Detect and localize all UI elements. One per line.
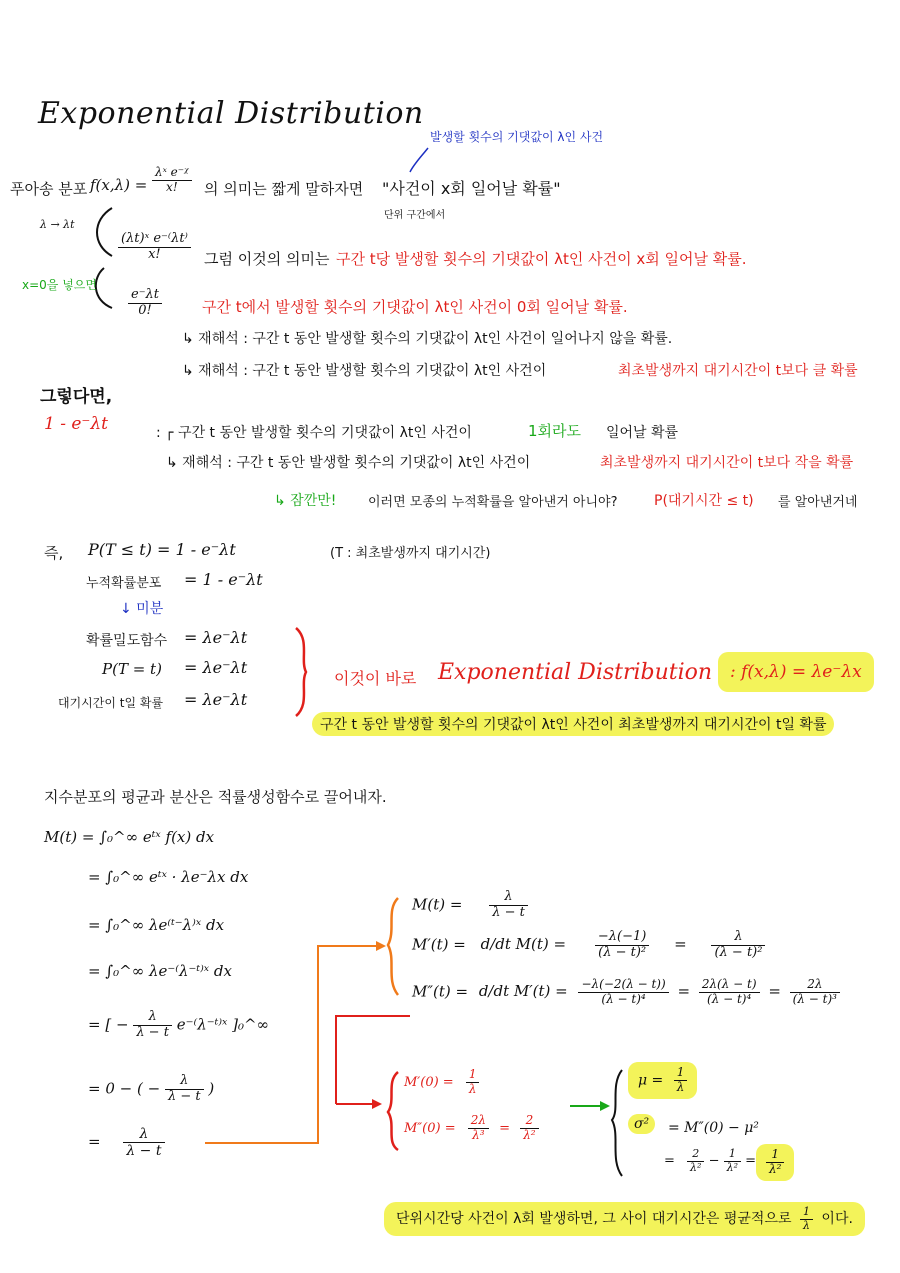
page-title: Exponential Distribution [38,96,424,131]
zero-reinterp-2-red: 최초발생까지 대기시간이 t보다 클 확률 [618,363,858,379]
cdf-note: (T : 최초발생까지 대기시간) [330,546,491,561]
result-var2 [664,1148,756,1174]
then-line1-pre: : ┌ 구간 t 동안 발생할 횟수의 기댓값이 λt인 사건이 [156,425,472,441]
deriv-m-num: λ [489,890,528,906]
mgf-l5-pre: = [ − [88,1015,129,1034]
deriv-m2-mden: (λ − t)⁴ [707,991,752,1006]
mgf-l6-num: λ [165,1074,204,1090]
deriv-m2-mnum: 2λ(λ − t) [699,978,760,993]
poisson-quote: "사건이 x회 일어날 확률" [382,179,561,198]
deriv-m-label: M(t) = [412,895,463,914]
at0-m0-den: λ [468,1081,477,1096]
zero-reinterp-2-pre: ↳ 재해석 : 구간 t 동안 발생할 횟수의 기댓값이 λt인 사건이 [182,363,547,379]
at0-m0 [404,1068,479,1097]
deriv-m2-num: −λ(−2(λ − t)) [578,978,668,993]
result-var-value [756,1144,794,1181]
result-mu-label: μ = [638,1072,664,1089]
this-is-title: Exponential Distribution [438,660,713,685]
mgf-line-7 [88,1126,165,1159]
pt-rhs: = λe⁻λt [184,658,248,677]
poisson-den: x! [166,179,178,194]
poisson-num: λˣ e⁻ᵡ [152,166,192,181]
conclusion-num: 1 [800,1206,813,1220]
deriv-m2-label: M″(t) = [412,982,469,1001]
at0-m00-rden: λ² [523,1127,536,1142]
result-mu-den: λ [676,1079,685,1094]
zero-formula [128,288,162,319]
result-var2-anum: 2 [687,1148,704,1162]
at0-m00-den: λ³ [472,1127,485,1142]
sub-num: (λt)ˣ e⁻⁽λt⁾ [118,232,191,248]
then-wait-green: ↳ 잠깐만! [274,493,337,509]
at0-m00-rnum: 2 [520,1114,538,1129]
poisson-formula-lhs: f(x,λ) = [90,176,148,194]
wait-label: 대기시간이 t일 확률 [58,696,164,710]
result-var2-minus: − [708,1153,720,1169]
cdf-eq2-rhs: = 1 - e⁻λt [184,570,263,589]
exponential-formula-box: : f(x,λ) = λe⁻λx [718,652,874,692]
zero-label: x=0을 넣으면 [22,278,97,292]
deriv-m1-label: M′(t) = [412,935,466,954]
poisson-blue-note: 발생할 횟수의 기댓값이 λ인 사건 [430,130,604,144]
deriv-m2-rden: (λ − t)³ [792,991,837,1006]
mgf-line-2: = ∫₀^∞ eᵗˣ · λe⁻λx dx [88,868,249,886]
deriv-m1-rnum: λ [711,930,765,946]
then-wait-text: 이러면 모종의 누적확률을 알아낸거 아니야? [368,495,618,510]
cdf-diff: ↓ 미분 [120,601,164,617]
at0-m00-num: 2λ [468,1114,489,1129]
result-var2-bnum: 1 [724,1148,741,1162]
then-line1-post: 일어날 확률 [606,425,679,441]
result-var2-aden: λ² [690,1160,702,1174]
deriv-m1-den: (λ − t)² [598,944,647,960]
deriv-m [412,890,528,921]
then-heading: 그렇다면, [40,387,113,407]
mgf-l7-den: λ − t [126,1143,162,1160]
deriv-m2-rnum: 2λ [790,978,840,993]
cdf-eq2-label: 누적확률분포 [86,576,162,591]
exponential-summary: 구간 t 동안 발생할 횟수의 기댓값이 λt인 사건이 최초발생까지 대기시간이 t일 확률 [312,712,834,736]
mgf-l6-den: λ − t [167,1088,201,1104]
then-line1-green: 1회라도 [528,422,582,440]
poisson-label: 푸아송 분포 [10,180,88,198]
then-line2-red: 최초발생까지 대기시간이 t보다 작을 확률 [600,455,854,471]
result-var-den: λ² [769,1161,782,1176]
deriv-m1 [412,930,765,961]
mgf-l6-pre: = 0 − ( − [88,1079,161,1098]
mgf-heading: 지수분포의 평균과 분산은 적률생성함수로 끌어내자. [44,788,387,806]
this-is-label: 이것이 바로 [334,669,417,688]
mgf-l6-post: ) [208,1079,215,1098]
deriv-m-den: λ − t [492,904,525,920]
sub-meaning-red: 구간 t당 발생할 횟수의 기댓값이 λt인 사건이 x회 일어날 확률. [336,250,747,268]
deriv-m1-eq: = [674,935,687,954]
mgf-line-5 [88,1010,269,1041]
cdf-eq1: P(T ≤ t) = 1 - e⁻λt [88,540,236,559]
result-var2-eq: = [745,1153,757,1169]
conclusion-tail: 이다. [821,1211,853,1228]
then-wait-tail: 를 알아낸거네 [778,495,858,510]
mgf-l5-post: e⁻⁽λ⁻ᵗ⁾ˣ ]₀^∞ [176,1015,270,1034]
zero-den: 0! [138,302,152,318]
poisson-meaning: 의 의미는 짧게 말하자면 [204,180,364,198]
mgf-line-1: M(t) = ∫₀^∞ eᵗˣ f(x) dx [44,828,215,846]
poisson-unit-note: 단위 구간에서 [384,210,446,221]
zero-line-red: 구간 t에서 발생할 횟수의 기댓값이 λt인 사건이 0회 일어날 확률. [202,298,628,316]
sub-meaning-pre: 그럼 이것의 의미는 [204,250,330,268]
mgf-l5-num: λ [133,1010,172,1026]
mgf-l5-den: λ − t [136,1024,169,1040]
then-wait-red: P(대기시간 ≤ t) [654,493,754,509]
pt-label: P(T = t) [102,660,162,678]
mgf-l7-pre: = [88,1132,101,1151]
deriv-m2-eq2: = [768,982,781,1001]
result-mu-num: 1 [674,1066,688,1081]
conclusion-text: 단위시간당 사건이 λ회 발생하면, 그 사이 대기시간은 평균적으로 [396,1211,792,1228]
mgf-line-6 [88,1074,214,1105]
result-mu [628,1062,697,1099]
sub-formula [118,232,191,263]
cdf-prefix: 즉, [44,544,64,562]
poisson-formula [152,166,192,195]
pdf-label: 확률밀도함수 [86,633,168,649]
deriv-m2-eq: = [677,982,691,1001]
zero-num: e⁻λt [128,288,162,304]
at0-m00-eq: = [499,1120,511,1136]
result-var-rhs: = M″(0) − μ² [668,1120,759,1136]
deriv-m2 [412,978,840,1007]
deriv-m2-den: (λ − t)⁴ [601,991,646,1006]
deriv-m1-op: d/dt M(t) = [480,935,567,954]
zero-reinterp-1: ↳ 재해석 : 구간 t 동안 발생할 횟수의 기댓값이 λt인 사건이 일어나지 않을 확률. [182,331,673,347]
then-expr: 1 - e⁻λt [44,414,109,434]
at0-m0-label: M′(0) = [404,1074,454,1090]
result-var2-pre: = [664,1153,675,1169]
result-var2-bden: λ² [726,1160,739,1174]
mgf-line-3: = ∫₀^∞ λe⁽ᵗ⁻λ⁾ˣ dx [88,916,225,934]
at0-m00-label: M″(0) = [404,1120,456,1136]
sub-arrow-label: λ → λt [40,218,75,231]
mgf-l7-num: λ [123,1126,164,1143]
result-var-label: σ² [628,1114,655,1134]
deriv-m2-op: d/dt M′(t) = [478,982,568,1001]
result-var-num: 1 [766,1148,784,1163]
mgf-line-4: = ∫₀^∞ λe⁻⁽λ⁻ᵗ⁾ˣ dx [88,962,232,980]
deriv-m1-rden: (λ − t)² [714,944,763,960]
pdf-rhs: = λe⁻λt [184,628,248,647]
at0-m0-num: 1 [466,1068,480,1083]
then-line2-pre: ↳ 재해석 : 구간 t 동안 발생할 횟수의 기댓값이 λt인 사건이 [166,455,531,471]
wait-rhs: = λe⁻λt [184,690,248,709]
conclusion [384,1202,865,1236]
deriv-m1-num: −λ(−1) [595,930,649,946]
at0-m00 [404,1114,539,1143]
sub-den: x! [148,246,161,262]
conclusion-den: λ [802,1218,810,1232]
